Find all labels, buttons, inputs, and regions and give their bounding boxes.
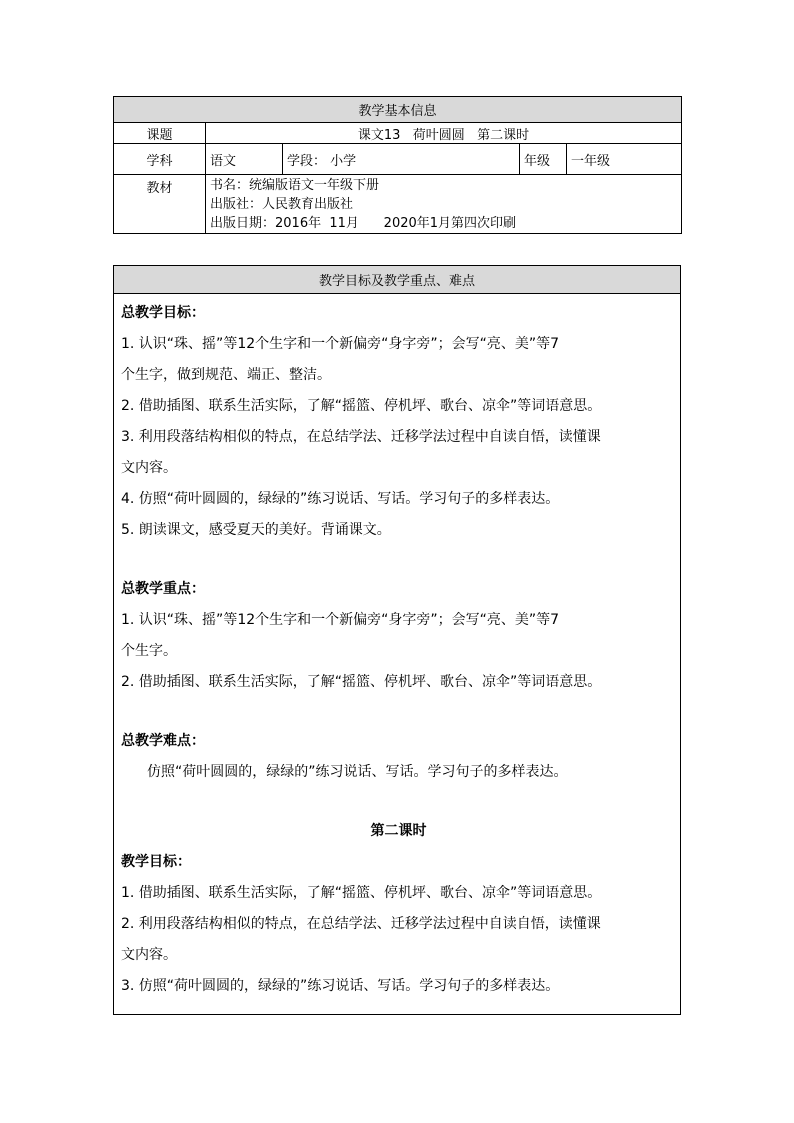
overall-goal-line: 5. 朗读课文，感受夏天的美好。背诵课文。: [121, 522, 391, 538]
key-point-line: 2. 借助插图、联系生活实际，了解“摇篮、停机坪、歌台、凉伞”等词语意思。: [121, 674, 602, 690]
difficulty-text: 仿照“荷叶圆圆的，绿绿的”练习说话、写话。学习句子的多样表达。: [147, 764, 568, 780]
goals-table: [113, 265, 681, 1015]
stage-cell: [283, 144, 520, 175]
key-point-line: 个生字。: [121, 643, 177, 659]
book-name: 书名：统编版语文一年级下册: [210, 178, 380, 193]
overall-goal-line: 1. 认识“珠、摇”等12个生字和一个新偏旁“身字旁”；会写“亮、美”等7: [121, 336, 560, 352]
overall-goal-line: 4. 仿照“荷叶圆圆的，绿绿的”练习说话、写话。学习句子的多样表达。: [121, 491, 560, 507]
grade-value: 一年级: [567, 144, 682, 175]
overall-goal-line: 个生字，做到规范、端正、整洁。: [121, 367, 331, 383]
textbook-label: 教材: [114, 175, 206, 234]
lesson-goals-title: 教学目标：: [121, 854, 191, 870]
publisher: 出版社：人民教育出版社: [210, 197, 354, 212]
goals-header: 教学目标及教学重点、难点: [114, 266, 681, 294]
publish-date: 出版日期：2016年 11月 2020年1月第四次印刷: [210, 216, 517, 231]
subject-label: 学科: [114, 144, 206, 175]
basic-info-table: [113, 96, 682, 234]
overall-goal-line: 2. 借助插图、联系生活实际，了解“摇篮、停机坪、歌台、凉伞”等词语意思。: [121, 398, 602, 414]
lesson-goal-line: 文内容。: [121, 947, 177, 963]
subject-value: 语文: [206, 144, 283, 175]
topic-label: 课题: [114, 123, 206, 144]
overall-goals-title: 总教学目标：: [121, 305, 205, 321]
difficulty-title: 总教学难点：: [121, 733, 205, 749]
lesson-goal-line: 1. 借助插图、联系生活实际，了解“摇篮、停机坪、歌台、凉伞”等词语意思。: [121, 885, 602, 901]
stage-value: 小学: [330, 153, 357, 169]
basic-info-header: 教学基本信息: [114, 97, 682, 123]
key-points-title: 总教学重点：: [121, 581, 205, 597]
overall-goal-line: 文内容。: [121, 460, 177, 476]
grade-label: 年级: [520, 144, 567, 175]
lesson-title: 第二课时: [370, 823, 427, 839]
lesson-goal-line: 3. 仿照“荷叶圆圆的，绿绿的”练习说话、写话。学习句子的多样表达。: [121, 978, 560, 994]
textbook-details: [206, 175, 682, 234]
lesson-goal-line: 2. 利用段落结构相似的特点，在总结学法、迁移学法过程中自读自悟，读懂课: [121, 916, 601, 932]
overall-goal-line: 3. 利用段落结构相似的特点，在总结学法、迁移学法过程中自读自悟，读懂课: [121, 429, 601, 445]
goals-body: [114, 294, 681, 1015]
key-point-line: 1. 认识“珠、摇”等12个生字和一个新偏旁“身字旁”；会写“亮、美”等7: [121, 612, 560, 628]
stage-label: 学段：: [287, 153, 327, 169]
topic-value: 课文13 荷叶圆圆 第二课时: [206, 123, 682, 144]
